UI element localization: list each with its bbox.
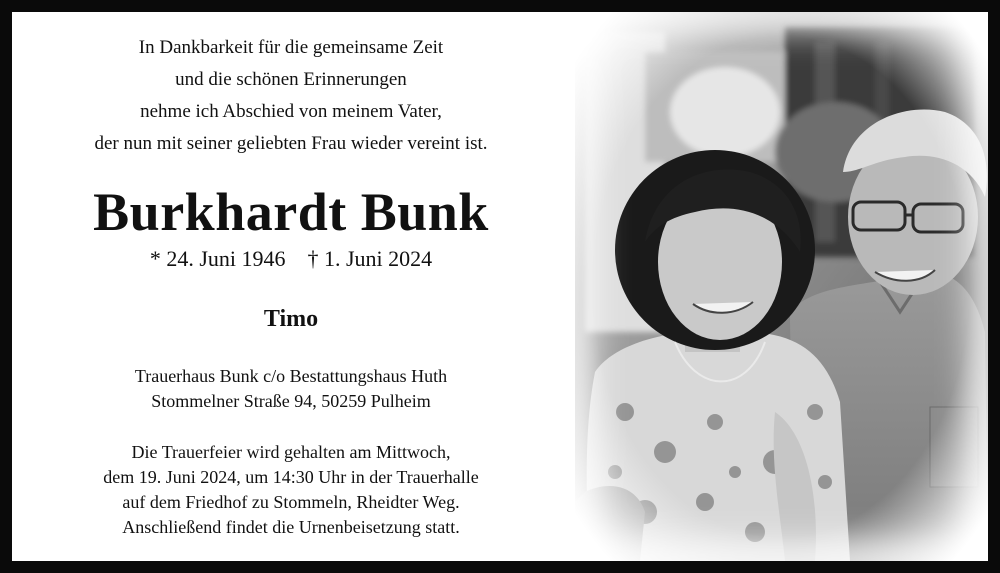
address-line: Stommelner Straße 94, 50259 Pulheim: [151, 391, 431, 411]
birth-date: * 24. Juni 1946: [149, 246, 286, 271]
ceremony-info: [12, 440, 570, 540]
intro-verse: [12, 32, 570, 160]
intro-line: und die schönen Erinnerungen: [175, 69, 407, 90]
mourning-address: [12, 364, 570, 414]
life-dates: [12, 244, 570, 274]
ceremony-line: dem 19. Juni 2024, um 14:30 Uhr in der Trauerhalle: [103, 467, 479, 487]
intro-line: nehme ich Abschied von meinem Vater,: [140, 101, 442, 122]
mourner-name: Timo: [263, 306, 319, 332]
ceremony-line: auf dem Friedhof zu Stommeln, Rheidter Weg.: [122, 492, 460, 512]
ceremony-line: Anschließend findet die Urnenbeisetzung statt.: [122, 517, 460, 537]
text-column: [12, 12, 570, 561]
ceremony-line: Die Trauerfeier wird gehalten am Mittwoch,: [131, 442, 451, 462]
couple-photo-image: [575, 12, 988, 561]
couple-photo: [575, 12, 988, 561]
address-line: Trauerhaus Bunk c/o Bestattungshaus Huth: [134, 366, 448, 386]
deceased-name: Burkhardt Bunk: [93, 182, 489, 242]
death-date: † 1. Juni 2024: [307, 246, 433, 271]
intro-line: der nun mit seiner geliebten Frau wieder vereint ist.: [94, 133, 488, 154]
intro-line: In Dankbarkeit für die gemeinsame Zeit: [138, 37, 444, 58]
